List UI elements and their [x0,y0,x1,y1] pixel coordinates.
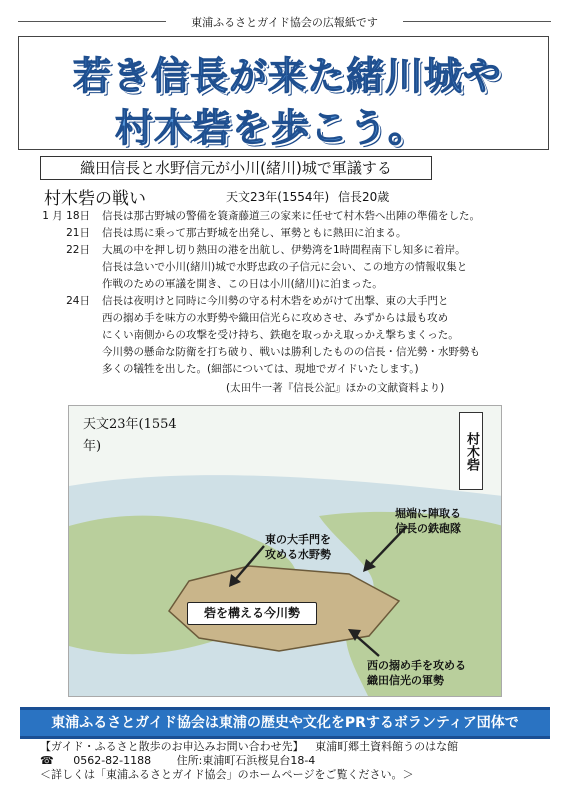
phone-icon: ☎ [40,754,54,767]
entry-text: 信長は那古野城の警備を簑斎藤道三の家来に任せて村木砦へ出陣の準備をした。 [102,210,480,222]
contact-phone: 0562-82-1188 [73,754,152,767]
label-west-gate: 西の搦め手を攻める 織田信光の軍勢 [367,659,466,687]
contact-inquiry: 【ガイド・ふるさと散歩のお申込みお問い合わせ先】 [40,740,304,753]
title-line-2: 村木砦を歩こう。 [115,106,428,150]
contact-homepage: ＜詳しくは「東浦ふるさとガイド協会」のホームページをご覧ください。＞ [40,768,414,781]
battle-illustration [68,405,502,697]
label-gunners: 堀端に陣取る 信長の鉄砲隊 [395,507,461,535]
battle-age: 信長20歳 [338,190,390,204]
label-castle: 砦を構える今川勢 [187,602,317,625]
contact-org: 東浦町郷土資料館うのはな館 [315,740,459,753]
source-note: (太田牛一著『信長公記』ほかの文献資料より) [226,382,445,394]
contact-block [40,740,458,782]
battle-name: 村木砦の戦い [44,189,146,209]
subtitle-box: 織田信長と水野信元が小川(緒川)城で軍議する [40,156,432,180]
contact-row-1 [40,740,458,754]
contact-row-2 [40,754,458,768]
entry-date: 21日 [66,227,90,239]
timeline-entry [30,242,540,293]
title-box [18,36,549,150]
header-rule-right [403,21,551,22]
illustration-era-label: 天文23年(1554 年) [83,417,177,454]
timeline-entry [30,293,540,378]
battle-date: 天文23年(1554年) [226,190,330,204]
label-east-gate: 東の大手門を 攻める水野勢 [265,533,331,561]
header-publisher-line [18,12,551,32]
timeline-list [30,208,540,378]
entry-date: 24日 [66,295,90,307]
contact-address: 住所:東浦町石浜桜見台18-4 [176,754,316,767]
entry-date: 22日 [66,244,90,256]
contact-row-3 [40,768,458,782]
entry-text: 信長は馬に乗って那古野城を出発し、軍勢ともに熱田に泊まる。 [102,227,407,239]
entry-text: 大風の中を押し切り熱田の港を出航し、伊勢湾を1時間程南下し知多に着岸。 信長は急いで小川(緒川)城で水野忠政の子信元に会い、この地方の情報収集と 作戦のための軍議を開き、この日は小川(緒川)に泊まった。 [102,244,468,290]
header-publisher-text: 東浦ふるさとガイド協会の広報紙です [191,16,378,29]
entry-text: 信長は夜明けと同時に今川勢の守る村木砦をめがけて出撃、東の大手門と 西の搦め手を味方の水野勢や織田信光らに攻めさせ、みずからは最も攻め にくい南側からの攻撃を受け持ち、鉄砲を取っかえ取っかえ撃ちまくった。 今川勢の懸命な防衛を打ち破り、戦いは勝利したものの信長・信光勢・水野勢も 多くの犠牲を出した。(細部については、現地でガイドいたします。) [102,295,480,375]
illustration-place-label: 村木砦 [459,412,483,490]
organization-banner: 東浦ふるさとガイド協会は東浦の歴史や文化をPRするボランティア団体で [20,707,550,739]
timeline-entry [30,208,540,225]
title-line-1: 若き信長が来た緒川城や [73,54,503,98]
entry-date: 1 月 18日 [42,210,90,222]
timeline-entry [30,225,540,242]
